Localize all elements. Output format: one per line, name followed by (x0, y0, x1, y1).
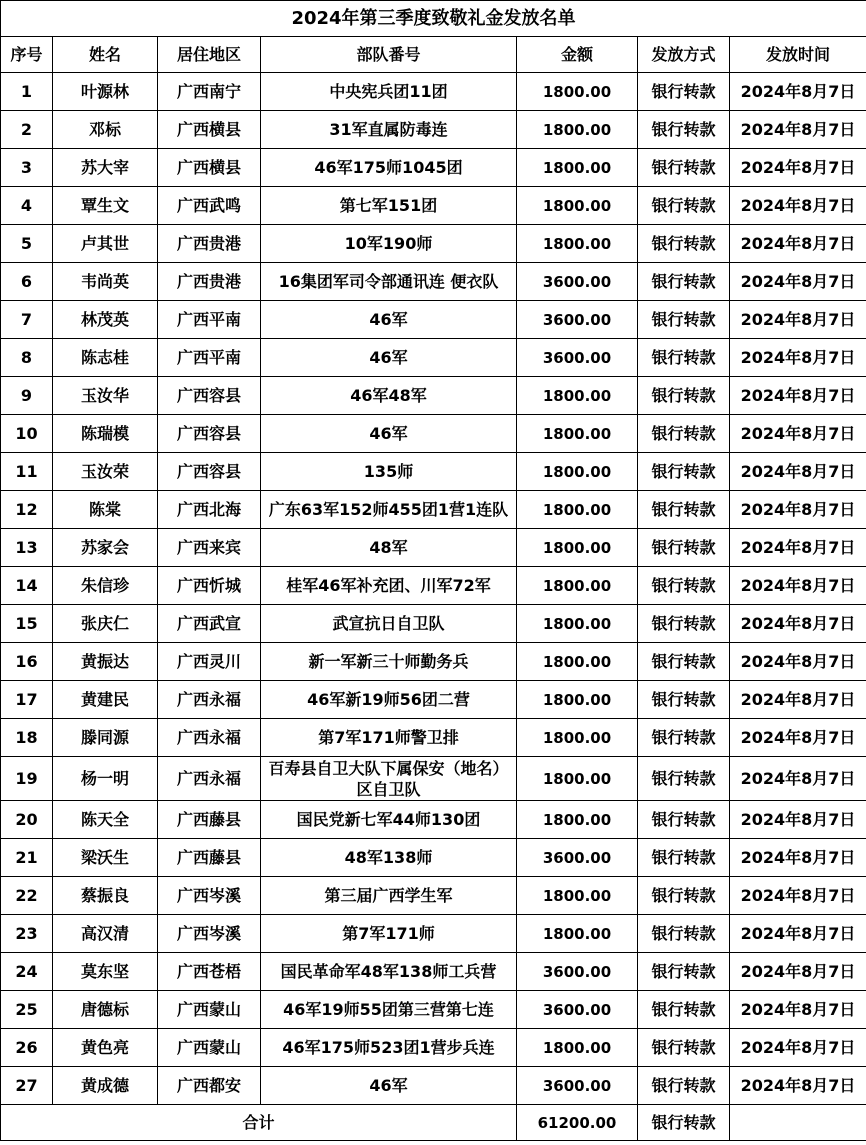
row-amount: 3600.00 (517, 839, 638, 877)
row-method: 银行转款 (638, 991, 730, 1029)
row-method: 银行转款 (638, 149, 730, 187)
row-name: 黄振达 (53, 643, 158, 681)
row-date: 2024年8月7日 (730, 757, 866, 801)
row-date: 2024年8月7日 (730, 263, 866, 301)
row-region: 广西藤县 (158, 839, 261, 877)
row-name: 陈志桂 (53, 339, 158, 377)
row-name: 韦尚英 (53, 263, 158, 301)
row-region: 广西容县 (158, 415, 261, 453)
table-row (1, 681, 866, 719)
row-number: 27 (1, 1067, 53, 1105)
row-unit: 广东63军152师455团1营1连队 (261, 491, 517, 529)
total-amount: 61200.00 (517, 1105, 638, 1141)
row-number: 14 (1, 567, 53, 605)
row-unit: 中央宪兵团11团 (261, 73, 517, 111)
row-name: 高汉清 (53, 915, 158, 953)
row-unit: 46军 (261, 415, 517, 453)
row-number: 4 (1, 187, 53, 225)
row-number: 2 (1, 111, 53, 149)
table-row (1, 187, 866, 225)
table-row (1, 915, 866, 953)
table-row (1, 225, 866, 263)
row-amount: 1800.00 (517, 567, 638, 605)
row-method: 银行转款 (638, 187, 730, 225)
row-number: 20 (1, 801, 53, 839)
table-row (1, 1029, 866, 1067)
table-row (1, 991, 866, 1029)
table-row (1, 529, 866, 567)
row-unit: 46军 (261, 339, 517, 377)
header-region: 居住地区 (158, 37, 261, 73)
row-number: 19 (1, 757, 53, 801)
table-row (1, 377, 866, 415)
row-unit: 百寿县自卫大队下属保安（地名）区自卫队 (261, 757, 517, 801)
table-row (1, 643, 866, 681)
row-amount: 3600.00 (517, 953, 638, 991)
row-method: 银行转款 (638, 529, 730, 567)
row-name: 黄成德 (53, 1067, 158, 1105)
row-number: 5 (1, 225, 53, 263)
row-date: 2024年8月7日 (730, 187, 866, 225)
row-number: 10 (1, 415, 53, 453)
row-date: 2024年8月7日 (730, 839, 866, 877)
row-date: 2024年8月7日 (730, 491, 866, 529)
row-region: 广西永福 (158, 719, 261, 757)
row-method: 银行转款 (638, 839, 730, 877)
row-date: 2024年8月7日 (730, 225, 866, 263)
row-unit: 16集团军司令部通讯连 便衣队 (261, 263, 517, 301)
row-name: 叶源林 (53, 73, 158, 111)
row-amount: 1800.00 (517, 1029, 638, 1067)
row-method: 银行转款 (638, 339, 730, 377)
row-name: 黄建民 (53, 681, 158, 719)
row-number: 16 (1, 643, 53, 681)
row-region: 广西平南 (158, 339, 261, 377)
table-row (1, 953, 866, 991)
header-unit: 部队番号 (261, 37, 517, 73)
row-number: 22 (1, 877, 53, 915)
row-number: 24 (1, 953, 53, 991)
row-name: 苏大宰 (53, 149, 158, 187)
row-region: 广西忻城 (158, 567, 261, 605)
table-title: 2024年第三季度致敬礼金发放名单 (1, 1, 866, 37)
row-name: 张庆仁 (53, 605, 158, 643)
row-number: 9 (1, 377, 53, 415)
total-date (730, 1105, 866, 1141)
row-date: 2024年8月7日 (730, 991, 866, 1029)
row-date: 2024年8月7日 (730, 453, 866, 491)
row-name: 苏家会 (53, 529, 158, 567)
row-number: 12 (1, 491, 53, 529)
row-amount: 1800.00 (517, 605, 638, 643)
row-amount: 1800.00 (517, 149, 638, 187)
header-date: 发放时间 (730, 37, 866, 73)
row-unit: 国民党新七军44师130团 (261, 801, 517, 839)
row-region: 广西容县 (158, 377, 261, 415)
row-method: 银行转款 (638, 605, 730, 643)
row-date: 2024年8月7日 (730, 1067, 866, 1105)
total-row (1, 1105, 866, 1141)
row-amount: 1800.00 (517, 757, 638, 801)
row-method: 银行转款 (638, 1029, 730, 1067)
row-method: 银行转款 (638, 111, 730, 149)
row-unit: 46军 (261, 301, 517, 339)
total-label: 合计 (1, 1105, 517, 1141)
row-unit: 第7军171师 (261, 915, 517, 953)
row-region: 广西都安 (158, 1067, 261, 1105)
row-method: 银行转款 (638, 801, 730, 839)
table-row (1, 339, 866, 377)
row-method: 银行转款 (638, 453, 730, 491)
row-unit: 46军19师55团第三营第七连 (261, 991, 517, 1029)
row-date: 2024年8月7日 (730, 719, 866, 757)
row-date: 2024年8月7日 (730, 377, 866, 415)
row-unit: 46军48军 (261, 377, 517, 415)
row-number: 15 (1, 605, 53, 643)
row-name: 玉汝荣 (53, 453, 158, 491)
table-row (1, 877, 866, 915)
row-amount: 1800.00 (517, 491, 638, 529)
row-name: 邓标 (53, 111, 158, 149)
row-amount: 1800.00 (517, 453, 638, 491)
row-number: 3 (1, 149, 53, 187)
row-region: 广西苍梧 (158, 953, 261, 991)
row-method: 银行转款 (638, 643, 730, 681)
row-date: 2024年8月7日 (730, 953, 866, 991)
row-number: 17 (1, 681, 53, 719)
table-body (1, 73, 866, 1105)
row-method: 银行转款 (638, 915, 730, 953)
row-amount: 3600.00 (517, 339, 638, 377)
row-date: 2024年8月7日 (730, 567, 866, 605)
row-region: 广西岑溪 (158, 915, 261, 953)
row-amount: 1800.00 (517, 529, 638, 567)
header-row (1, 37, 866, 73)
row-amount: 1800.00 (517, 643, 638, 681)
row-number: 18 (1, 719, 53, 757)
table-row (1, 453, 866, 491)
row-region: 广西横县 (158, 111, 261, 149)
row-region: 广西容县 (158, 453, 261, 491)
table-row (1, 415, 866, 453)
row-name: 梁沃生 (53, 839, 158, 877)
row-name: 陈天全 (53, 801, 158, 839)
row-unit: 46军新19师56团二营 (261, 681, 517, 719)
row-method: 银行转款 (638, 567, 730, 605)
row-date: 2024年8月7日 (730, 415, 866, 453)
row-date: 2024年8月7日 (730, 339, 866, 377)
row-region: 广西武鸣 (158, 187, 261, 225)
row-date: 2024年8月7日 (730, 643, 866, 681)
row-unit: 新一军新三十师勤务兵 (261, 643, 517, 681)
row-amount: 3600.00 (517, 263, 638, 301)
row-method: 银行转款 (638, 681, 730, 719)
table-row (1, 73, 866, 111)
row-name: 卢其世 (53, 225, 158, 263)
row-region: 广西永福 (158, 757, 261, 801)
row-date: 2024年8月7日 (730, 111, 866, 149)
row-method: 银行转款 (638, 953, 730, 991)
row-unit: 46军175师523团1营步兵连 (261, 1029, 517, 1067)
total-method: 银行转款 (638, 1105, 730, 1141)
row-region: 广西北海 (158, 491, 261, 529)
row-unit: 10军190师 (261, 225, 517, 263)
table-row (1, 839, 866, 877)
row-method: 银行转款 (638, 719, 730, 757)
row-amount: 1800.00 (517, 187, 638, 225)
table-row (1, 491, 866, 529)
row-unit: 桂军46军补充团、川军72军 (261, 567, 517, 605)
row-date: 2024年8月7日 (730, 1029, 866, 1067)
row-number: 13 (1, 529, 53, 567)
header-method: 发放方式 (638, 37, 730, 73)
table-row (1, 149, 866, 187)
row-amount: 1800.00 (517, 225, 638, 263)
row-name: 林茂英 (53, 301, 158, 339)
row-method: 银行转款 (638, 73, 730, 111)
row-amount: 1800.00 (517, 681, 638, 719)
row-name: 陈棠 (53, 491, 158, 529)
row-number: 23 (1, 915, 53, 953)
row-unit: 48军138师 (261, 839, 517, 877)
row-number: 26 (1, 1029, 53, 1067)
row-unit: 46军 (261, 1067, 517, 1105)
row-unit: 135师 (261, 453, 517, 491)
row-name: 玉汝华 (53, 377, 158, 415)
row-date: 2024年8月7日 (730, 681, 866, 719)
row-date: 2024年8月7日 (730, 73, 866, 111)
row-amount: 1800.00 (517, 877, 638, 915)
row-region: 广西蒙山 (158, 991, 261, 1029)
row-unit: 第三届广西学生军 (261, 877, 517, 915)
header-no: 序号 (1, 37, 53, 73)
header-amount: 金额 (517, 37, 638, 73)
row-name: 莫东坚 (53, 953, 158, 991)
row-number: 11 (1, 453, 53, 491)
row-amount: 1800.00 (517, 719, 638, 757)
row-name: 黄色亮 (53, 1029, 158, 1067)
row-method: 银行转款 (638, 877, 730, 915)
row-amount: 3600.00 (517, 991, 638, 1029)
table-row (1, 719, 866, 757)
row-name: 蔡振良 (53, 877, 158, 915)
table-row (1, 1067, 866, 1105)
row-amount: 1800.00 (517, 377, 638, 415)
row-method: 银行转款 (638, 225, 730, 263)
row-region: 广西贵港 (158, 225, 261, 263)
row-unit: 国民革命军48军138师工兵营 (261, 953, 517, 991)
row-unit: 武宣抗日自卫队 (261, 605, 517, 643)
row-region: 广西横县 (158, 149, 261, 187)
row-region: 广西蒙山 (158, 1029, 261, 1067)
row-amount: 1800.00 (517, 111, 638, 149)
row-method: 银行转款 (638, 415, 730, 453)
table-row (1, 301, 866, 339)
row-number: 25 (1, 991, 53, 1029)
table-row (1, 567, 866, 605)
row-date: 2024年8月7日 (730, 877, 866, 915)
row-region: 广西永福 (158, 681, 261, 719)
row-unit: 31军直属防毒连 (261, 111, 517, 149)
row-name: 覃生文 (53, 187, 158, 225)
row-region: 广西藤县 (158, 801, 261, 839)
row-date: 2024年8月7日 (730, 801, 866, 839)
row-number: 21 (1, 839, 53, 877)
row-region: 广西岑溪 (158, 877, 261, 915)
row-unit: 46军175师1045团 (261, 149, 517, 187)
row-amount: 1800.00 (517, 801, 638, 839)
row-unit: 48军 (261, 529, 517, 567)
row-number: 7 (1, 301, 53, 339)
row-method: 银行转款 (638, 491, 730, 529)
row-date: 2024年8月7日 (730, 529, 866, 567)
row-date: 2024年8月7日 (730, 301, 866, 339)
row-method: 银行转款 (638, 1067, 730, 1105)
row-name: 滕同源 (53, 719, 158, 757)
row-unit: 第七军151团 (261, 187, 517, 225)
row-date: 2024年8月7日 (730, 605, 866, 643)
row-number: 8 (1, 339, 53, 377)
row-unit: 第7军171师警卫排 (261, 719, 517, 757)
table-row (1, 263, 866, 301)
row-name: 杨一明 (53, 757, 158, 801)
row-method: 银行转款 (638, 757, 730, 801)
row-method: 银行转款 (638, 263, 730, 301)
row-number: 6 (1, 263, 53, 301)
row-amount: 1800.00 (517, 915, 638, 953)
row-method: 银行转款 (638, 301, 730, 339)
row-date: 2024年8月7日 (730, 915, 866, 953)
table-row (1, 111, 866, 149)
row-region: 广西武宣 (158, 605, 261, 643)
table-row (1, 757, 866, 801)
row-region: 广西平南 (158, 301, 261, 339)
row-name: 陈瑞模 (53, 415, 158, 453)
row-region: 广西贵港 (158, 263, 261, 301)
row-amount: 1800.00 (517, 73, 638, 111)
row-number: 1 (1, 73, 53, 111)
row-region: 广西来宾 (158, 529, 261, 567)
row-date: 2024年8月7日 (730, 149, 866, 187)
row-region: 广西南宁 (158, 73, 261, 111)
header-name: 姓名 (53, 37, 158, 73)
row-amount: 3600.00 (517, 301, 638, 339)
row-amount: 3600.00 (517, 1067, 638, 1105)
row-amount: 1800.00 (517, 415, 638, 453)
row-method: 银行转款 (638, 377, 730, 415)
row-region: 广西灵川 (158, 643, 261, 681)
table-row (1, 605, 866, 643)
row-name: 朱信珍 (53, 567, 158, 605)
table-row (1, 801, 866, 839)
row-name: 唐德标 (53, 991, 158, 1029)
